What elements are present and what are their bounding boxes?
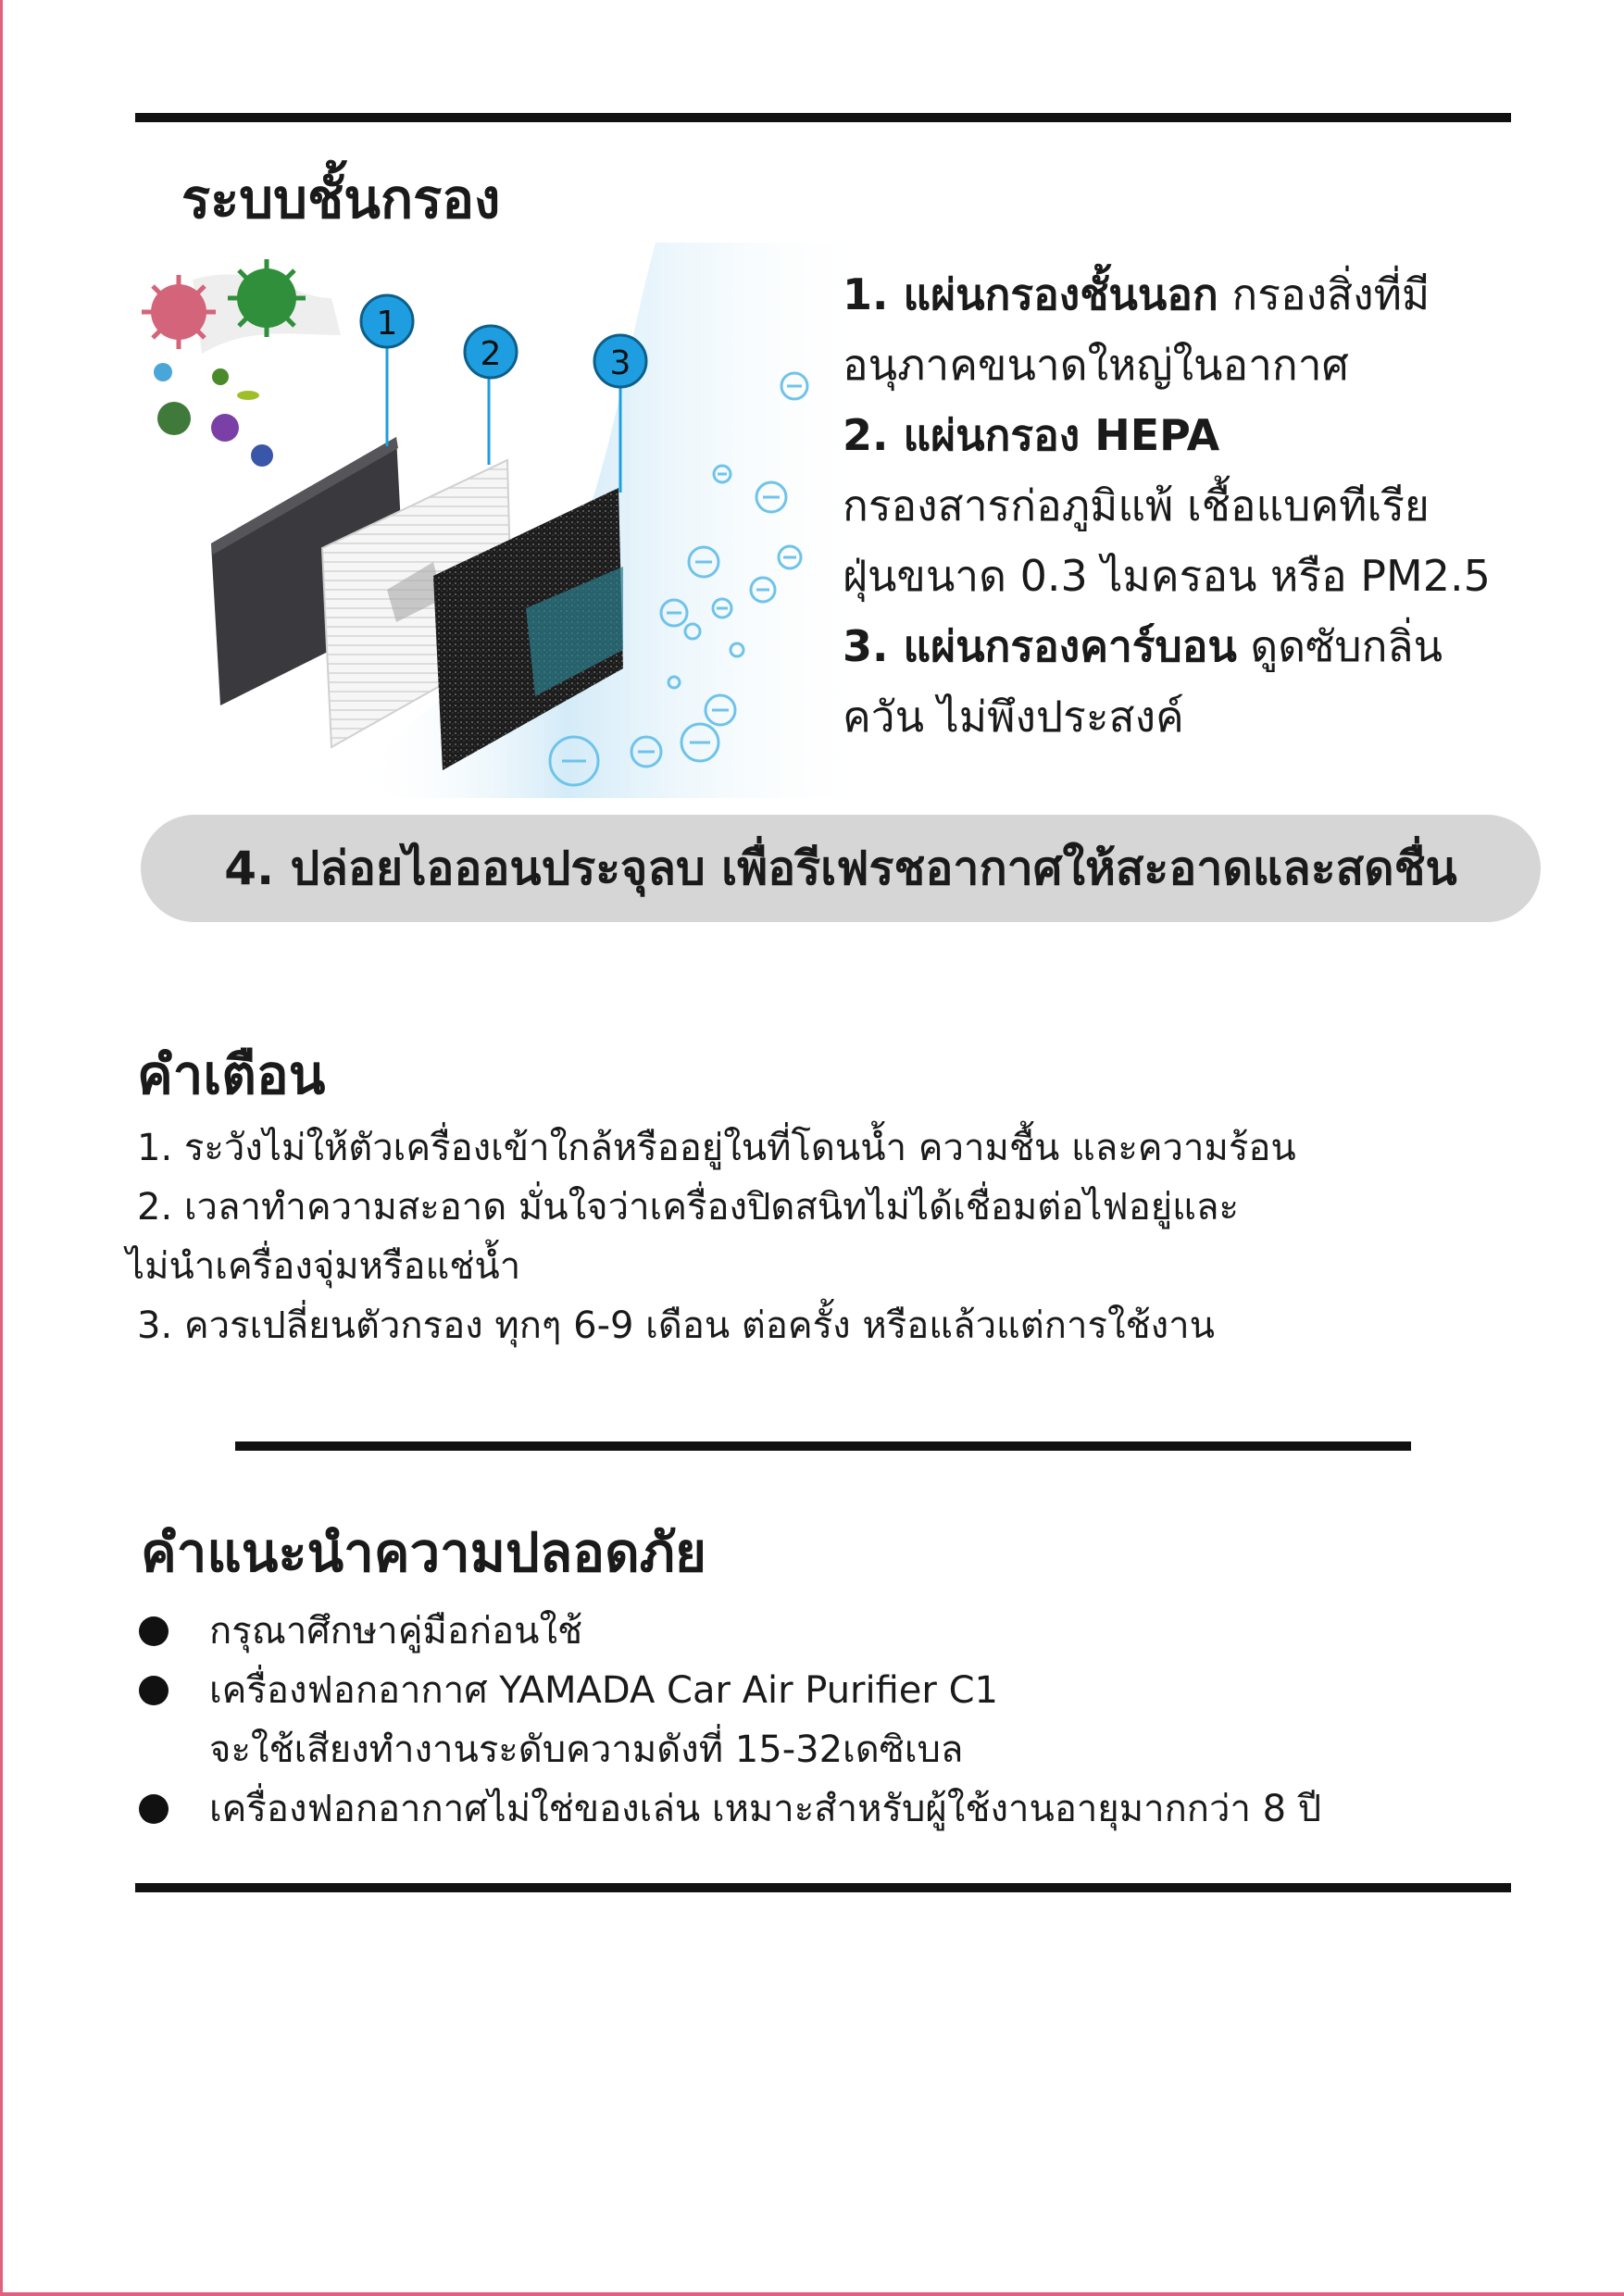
warning-line: ไม่นำเครื่องจุ่มหรือแช่น้ำ xyxy=(126,1245,521,1288)
safety-item: เครื่องฟอกอากาศไม่ใช่ของเล่น เหมาะสำหรับผู้ใช้งานอายุมากกว่า 8 ปี xyxy=(139,1779,1583,1839)
safety-item: กรุณาศึกษาคู่มือก่อนใช้ xyxy=(139,1602,1583,1661)
svg-text:3: 3 xyxy=(609,344,631,382)
marker-3 xyxy=(594,335,646,387)
bullet-icon xyxy=(139,1676,169,1705)
warning-list xyxy=(126,1118,1581,1355)
filter-item-3: 3. แผ่นกรองคาร์บอน ดูดซับกลิ่น xyxy=(843,621,1443,671)
warning-line: 1. ระวังไม่ให้ตัวเครื่องเข้าใกล้หรืออยู่ในที่โดนน้ำ ความชื้น และความร้อน xyxy=(137,1127,1296,1169)
svg-text:2: 2 xyxy=(480,335,502,373)
bottom-divider xyxy=(135,1883,1511,1892)
marker-1 xyxy=(361,295,413,347)
bullet-icon xyxy=(139,1616,169,1646)
warning-title: คำเตือน xyxy=(137,1043,326,1106)
marker-2 xyxy=(465,326,517,378)
safety-item: เครื่องฟอกอากาศ YAMADA Car Air Purifier C1 จะใช้เสียงทำงานระดับความดังที่ 15-32เดซิเบล xyxy=(139,1661,1583,1779)
filter-item-3-cont: ควัน ไม่พึงประสงค์ xyxy=(843,692,1184,742)
warning-line: 3. ควรเปลี่ยนตัวกรอง ทุกๆ 6-9 เดือน ต่อครั้ง หรือแล้วแต่การใช้งาน xyxy=(137,1304,1215,1347)
safety-title: คำแนะนำความปลอดภัย xyxy=(141,1521,707,1584)
middle-divider xyxy=(235,1441,1411,1451)
top-divider xyxy=(135,113,1511,122)
filter-item-1-cont: อนุภาคขนาดใหญ่ในอากาศ xyxy=(843,340,1349,390)
filter-item-1: 1. แผ่นกรองชั้นนอก กรองสิ่งที่มี xyxy=(843,269,1430,319)
filter-item-2-cont: กรองสารก่อภูมิแพ้ เชื้อแบคทีเรีย xyxy=(843,480,1430,530)
safety-list xyxy=(139,1602,1583,1839)
warning-line: 2. เวลาทำความสะอาด มั่นใจว่าเครื่องปิดสนิทไม่ได้เชื่อมต่อไฟอยู่และ xyxy=(137,1186,1239,1229)
filter-system-title: ระบบชั้นกรอง xyxy=(181,168,501,231)
bullet-icon xyxy=(139,1794,169,1824)
filter-layers-illustration xyxy=(137,243,878,798)
svg-text:1: 1 xyxy=(376,305,398,343)
filter-descriptions xyxy=(843,259,1574,752)
filter-item-2-cont2: ฝุ่นขนาด 0.3 ไมครอน หรือ PM2.5 xyxy=(843,551,1491,601)
ion-banner: 4. ปล่อยไอออนประจุลบ เพื่อรีเฟรชอากาศให้สะอาดและสดชื่น xyxy=(141,815,1541,922)
filter-item-2: 2. แผ่นกรอง HEPA xyxy=(843,410,1220,460)
